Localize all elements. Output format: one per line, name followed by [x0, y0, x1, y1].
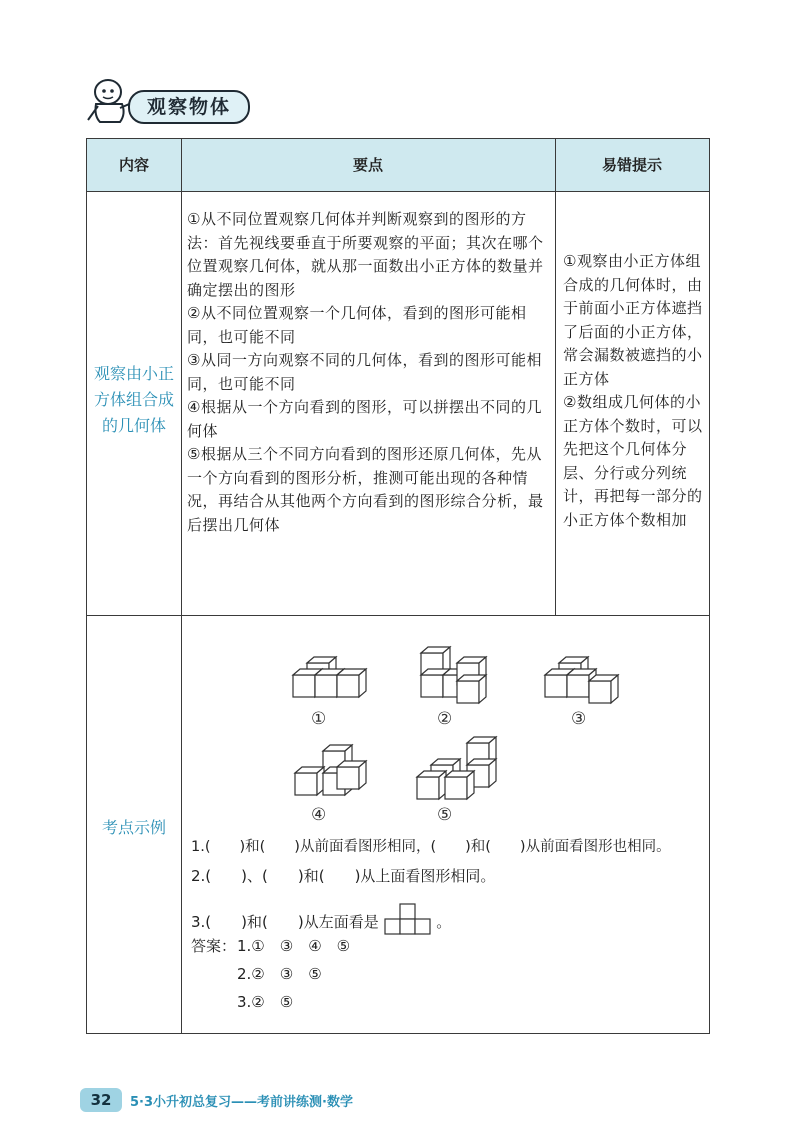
row-label-line: 的几何体	[101, 416, 166, 435]
point-item: ⑤根据从三个不同方向看到的图形还原几何体，先从一个方向看到的图形分析，推测可能出现的各种情况，再结合从其他两个方向看到的图形综合分析，最后摆出几何体	[187, 445, 544, 534]
point-item: ②从不同位置观察一个几何体，看到的图形可能相同，也可能不同	[187, 304, 527, 346]
cube-figures	[285, 635, 705, 835]
question-3	[191, 903, 451, 935]
figure-2	[421, 647, 486, 703]
left-view-shape	[384, 903, 432, 935]
section-title: 观察物体	[128, 90, 250, 124]
divider	[181, 139, 182, 1033]
figure-5	[417, 737, 496, 799]
knowledge-table	[86, 138, 710, 1034]
figure-label-2: ②	[437, 709, 453, 729]
page-number: 32	[80, 1088, 122, 1112]
figure-label-5: ⑤	[437, 805, 453, 825]
figure-4	[295, 745, 366, 795]
figure-label-3: ③	[571, 709, 587, 729]
point-item: ③从同一方向观察不同的几何体，看到的图形可能相同，也可能不同	[187, 351, 542, 393]
point-item: ④根据从一个方向看到的图形，可以拼摆出不同的几何体	[187, 398, 542, 440]
answer-1: 1.① ③ ④ ⑤	[237, 937, 351, 955]
figure-label-4: ④	[311, 805, 327, 825]
answer-label: 答案：	[191, 937, 237, 955]
error-tips	[563, 250, 703, 532]
section-header	[86, 76, 256, 126]
point-item: ①从不同位置观察几何体并判断观察到的图形的方法：首先视线要垂直于所要观察的平面；其次在哪个位置观察几何体，就从那一面数出小正方体的数量并确定摆出的图形	[187, 210, 544, 299]
answer-3: 3.② ⑤	[237, 993, 294, 1011]
column-header-content: 内容	[118, 156, 149, 174]
question-1: 1.( )和( )从前面看图形相同，( )和( )从前面看图形也相同。	[191, 839, 671, 855]
figure-1	[293, 657, 366, 697]
column-header-points: 要点	[352, 156, 383, 174]
figure-label-1: ①	[311, 709, 327, 729]
answer-2: 2.② ③ ⑤	[237, 965, 322, 983]
question-2: 2.( )、( )和( )从上面看图形相同。	[191, 867, 496, 885]
book-title: 5·3小升初总复习——考前讲练测·数学	[130, 1095, 353, 1110]
divider	[555, 139, 556, 615]
column-header-tips: 易错提示	[601, 156, 662, 174]
tip-item: ①观察由小正方体组合成的几何体时，由于前面小正方体遮挡了后面的小正方体，常会漏数被遮挡的小正方体	[563, 252, 703, 388]
row-label-line: 观察由小正	[93, 364, 174, 383]
row-label-observe	[87, 361, 181, 439]
row-label-line: 方体组合成	[93, 390, 174, 409]
question-3-text: 3.( )和( )从左面看是	[191, 913, 379, 931]
key-points	[187, 208, 551, 537]
question-3-end: 。	[436, 913, 452, 931]
figure-3	[545, 657, 618, 703]
row-label-examples: 考点示例	[101, 818, 166, 837]
tip-item: ②数组成几何体的小正方体个数时，可以先把这个几何体分层、分行或分列统计，再把每一部分的小正方体个数相加	[563, 393, 703, 529]
